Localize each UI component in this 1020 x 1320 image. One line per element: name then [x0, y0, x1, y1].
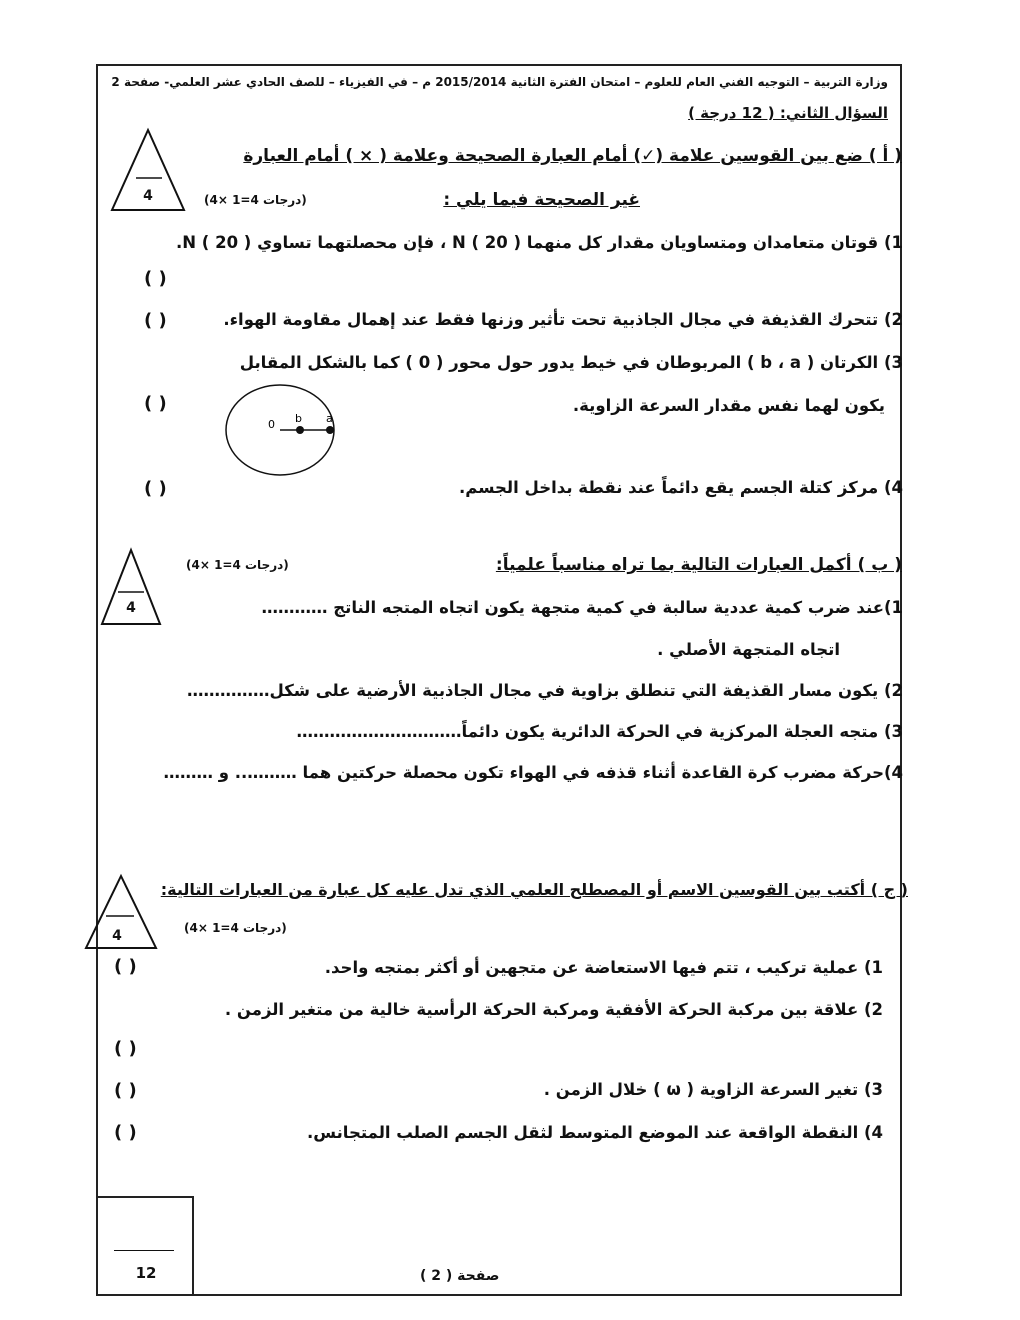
part-b-item-2: 2) يكون مسار القذيفة التي تنطلق بزاوية في مجال الجاذبية الأرضية على شكل…………… [186, 681, 903, 700]
answer-paren[interactable]: ( ) [114, 1038, 137, 1059]
part-b-item-4: 4)حركة مضرب كرة القاعدة أثناء قذفه في الهواء تكون محصلة حركتين هما ……….. و ……… [163, 763, 903, 782]
part-b-item-1: 1)عند ضرب كمية عددية سالبة في كمية متجهة يكون اتجاه المتجه الناتج ………… [261, 598, 903, 617]
answer-paren[interactable]: ( ) [114, 1122, 137, 1143]
ball-a-icon [326, 426, 334, 434]
part-c-marks: (4× 1=4 درجات) [184, 921, 287, 935]
rotating-balls-figure [222, 384, 342, 484]
answer-paren[interactable]: ( ) [144, 310, 167, 331]
part-a-item-1: 1) قوتان متعامدان ومتساويان مقدار كل منهما N ( 20 ) ، فإن محصلتهما تساوي N ( 20 ). [175, 233, 903, 252]
part-c-item-4: 4) النقطة الواقعة عند الموضع المتوسط لثقل الجسم الصلب المتجانس. [307, 1123, 883, 1142]
answer-paren[interactable]: ( ) [144, 268, 167, 289]
score-divider [114, 1250, 174, 1251]
ball-b-icon [296, 426, 304, 434]
part-c-score: 4 [112, 928, 122, 944]
answer-paren[interactable]: ( ) [144, 393, 167, 414]
figure-center-label: 0 [268, 418, 275, 431]
part-a-item-4: 4) مركز كتلة الجسم يقع دائماً عند نقطة بداخل الجسم. [459, 478, 903, 497]
part-a-item-3: 3) الكرتان ( b ، a ) المربوطان في خيط يدور حول محور ( 0 ) كما بالشكل المقابل [239, 353, 903, 372]
part-a-score: 4 [143, 188, 153, 204]
page-number: صفحة ( 2 ) [420, 1268, 500, 1284]
part-a-marks: (4× 1=4 درجات) [204, 193, 307, 207]
total-score: 12 [135, 1264, 157, 1282]
part-c-heading: ( ج ) أكتب بين القوسين الاسم أو المصطلح العلمي الذي تدل عليه كل عبارة من العبارات التالية: [160, 880, 908, 899]
figure-a-label: a [326, 412, 333, 425]
part-b-marks: (4× 1=4 درجات) [186, 558, 289, 572]
part-a-item-2: 2) تتحرك القذيفة في مجال الجاذبية تحت تأثير وزنها فقط عند إهمال مقاومة الهواء. [223, 310, 903, 329]
part-a-heading: ( أ ) ضع بين القوسين علامة (✓) أمام العبارة الصحيحة وعلامة ( × ) أمام العبارة [243, 146, 902, 166]
part-c-item-1: 1) عملية تركيب ، تتم فيها الاستعاضة عن متجهين أو أكثر بمتجه واحد. [324, 958, 883, 977]
answer-paren[interactable]: ( ) [144, 478, 167, 499]
answer-paren[interactable]: ( ) [114, 956, 137, 977]
part-b-item-1-cont: اتجاه المتجهة الأصلي . [657, 640, 840, 659]
part-c-item-3: 3) تغير السرعة الزاوية ( ω ) خلال الزمن . [543, 1080, 883, 1099]
part-b-item-3: 3) متجه العجلة المركزية في الحركة الدائرية يكون دائماً………………………… [296, 722, 903, 741]
part-b-heading: ( ب ) أكمل العبارات التالية بما تراه مناسباً علمياً: [495, 555, 902, 575]
part-c-item-2: 2) علاقة بين مركبة الحركة الأفقية ومركبة الحركة الرأسية خالية من متغير الزمن . [224, 1000, 883, 1019]
figure-b-label: b [295, 412, 302, 425]
part-a-heading-cont: غير الصحيحة فيما يلي : [443, 190, 640, 210]
question-title: السؤال الثاني: ( 12 درجة ) [688, 104, 888, 122]
answer-paren[interactable]: ( ) [114, 1080, 137, 1101]
part-a-item-3-cont: يكون لهما نفس مقدار السرعة الزاوية. [572, 396, 885, 415]
total-score-box [96, 1196, 194, 1296]
exam-header: وزارة التربية – التوجيه الفني العام للعلوم – امتحان الفترة الثانية 2015/2014 م – في الفيزياء – للصف الحادي عشر العلمي- صفحة 2 [111, 75, 888, 89]
part-b-score: 4 [126, 600, 136, 616]
